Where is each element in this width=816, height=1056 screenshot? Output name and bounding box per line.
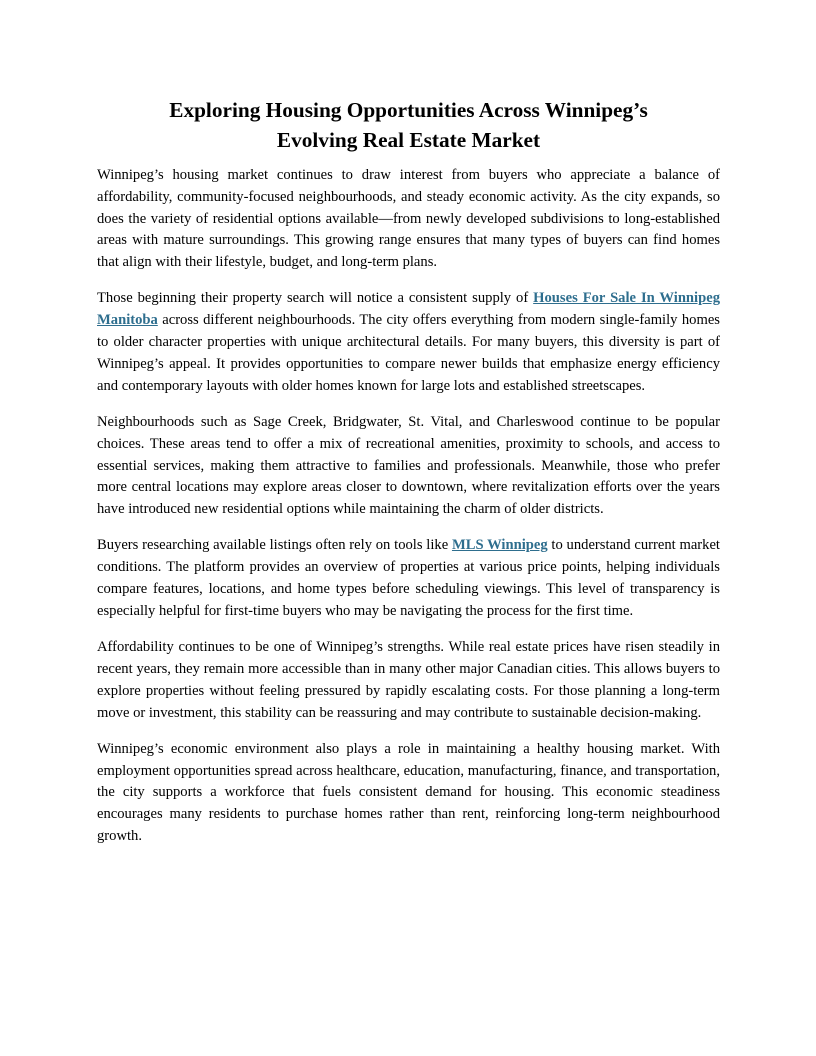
document-page bbox=[97, 95, 720, 862]
paragraph-text-before-link: Buyers researching available listings often rely on tools like bbox=[97, 537, 452, 554]
mls-winnipeg-link[interactable]: MLS Winnipeg bbox=[451, 537, 548, 554]
title-line-1: Exploring Housing Opportunities Across Winnipeg’s bbox=[169, 98, 648, 122]
paragraph-text-after-link: across different neighbourhoods. The city offers everything from modern single-family homes to older character properties with unique architectural details. For many buyers, this diversity is part of Winnipeg’s appeal. It provides opportunities to compare newer builds that emphasize energy efficiency and contemporary layouts with older homes known for large lots and established streetscapes. bbox=[97, 312, 720, 394]
paragraph-text-before-link: Those beginning their property search will notice a consistent supply of bbox=[97, 290, 534, 307]
paragraph-mls bbox=[97, 535, 720, 622]
houses-for-sale-link[interactable]: Houses For Sale In Winnipeg Manitoba bbox=[97, 290, 720, 329]
paragraph-economy: Winnipeg’s economic environment also plays a role in maintaining a healthy housing market. With employment opportunities spread across healthcare, education, manufacturing, finance, and transportation, the city supports a workforce that fuels consistent demand for housing. This economic steadiness encourages many residents to purchase homes rather than rent, reinforcing long-term neighbourhood growth. bbox=[97, 740, 720, 845]
paragraph-affordability: Affordability continues to be one of Winnipeg’s strengths. While real estate prices have risen steadily in recent years, they remain more accessible than in many other major Canadian cities. This allows buyers to explore properties without feeling pressured by rapidly escalating costs. For those planning a long-term move or investment, this stability can be reassuring and may contribute to sustainable decision-making. bbox=[97, 639, 720, 721]
paragraph-neighbourhoods: Neighbourhoods such as Sage Creek, Bridgwater, St. Vital, and Charleswood continue to be popular choices. These areas tend to offer a mix of recreational amenities, proximity to schools, and access to essential services, making them attractive to families and professionals. Meanwhile, those who prefer more central locations may explore areas closer to downtown, where revitalization efforts over the years have introduced new residential options while maintaining the charm of older districts. bbox=[97, 413, 720, 518]
title-line-2: Evolving Real Estate Market bbox=[276, 128, 541, 152]
paragraph-intro: Winnipeg’s housing market continues to draw interest from buyers who appreciate a balance of affordability, community-focused neighbourhoods, and steady economic activity. As the city expands, so does the variety of residential options available—from newly developed subdivisions to long-established areas with mature surroundings. This growing range ensures that many types of buyers can find homes that align with their lifestyle, budget, and long-term plans. bbox=[97, 167, 720, 271]
page-title bbox=[97, 95, 720, 155]
paragraph-houses-for-sale bbox=[97, 288, 720, 397]
paragraph-text-after-link: to understand current market conditions. The platform provides an overview of properties at various price points, helping individuals compare features, locations, and home types before scheduling viewings. This level of transparency is especially helpful for first-time buyers who may be navigating the process for the first time. bbox=[97, 537, 720, 619]
